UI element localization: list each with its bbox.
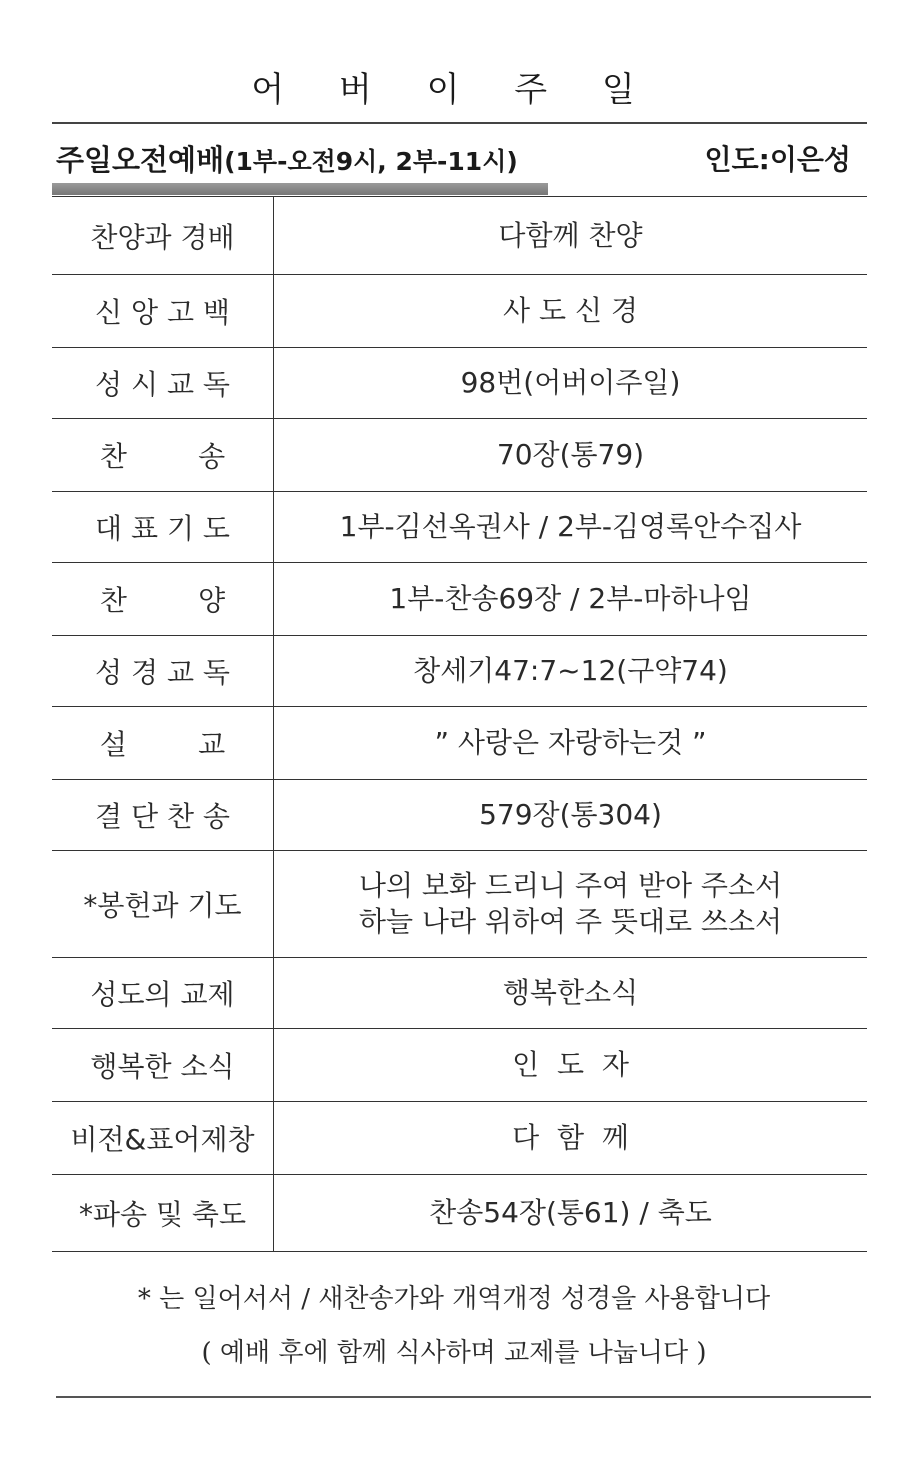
bottom-divider [56, 1396, 871, 1398]
row-content [274, 707, 867, 779]
meal-note: ( 예배 후에 함께 식사하며 교제를 나눕니다 ) [201, 1338, 707, 1368]
row-content [274, 851, 867, 957]
page-title: 어 버 이 주 일 [251, 70, 657, 110]
row-label: 비전&표어제창 [52, 1102, 274, 1174]
row-label: 신 앙 고 백 [52, 275, 274, 347]
standing-note: * 는 일어서서 / 새찬송가와 개역개정 성경을 사용합니다 [137, 1284, 771, 1314]
table-row [52, 419, 867, 492]
row-content-line: 70장(통79) [496, 438, 645, 471]
table-row [52, 1029, 867, 1102]
row-label: 찬 양 [52, 563, 274, 635]
row-label: *파송 및 축도 [52, 1175, 274, 1251]
row-content [274, 197, 867, 274]
row-content-line: 창세기47:7~12(구약74) [413, 654, 728, 687]
order-of-worship-table [52, 196, 867, 1252]
row-content [274, 492, 867, 562]
row-label: *봉헌과 기도 [52, 851, 274, 957]
row-content-line: 1부-찬송69장 / 2부-마하나임 [389, 582, 752, 615]
row-content-line: 다함께 찬양 [498, 218, 643, 252]
row-content-line: 사 도 신 경 [503, 294, 638, 327]
table-row [52, 851, 867, 958]
header-underline-bar [52, 183, 548, 195]
top-divider [52, 122, 867, 124]
row-content-line: 1부-김선옥권사 / 2부-김영록안수집사 [339, 510, 802, 543]
row-label: 결 단 찬 송 [52, 780, 274, 850]
row-content [274, 275, 867, 347]
table-row [52, 197, 867, 275]
row-content [274, 563, 867, 635]
row-label: 성도의 교제 [52, 958, 274, 1028]
row-content-line: 행복한소식 [502, 976, 639, 1009]
row-label: 설 교 [52, 707, 274, 779]
row-label: 성 시 교 독 [52, 348, 274, 418]
row-label: 찬 송 [52, 419, 274, 491]
service-header [52, 134, 867, 178]
row-label: 행복한 소식 [52, 1029, 274, 1101]
service-title [56, 138, 518, 179]
row-content [274, 958, 867, 1028]
table-row [52, 636, 867, 707]
service-leader: 인도:이은성 [704, 143, 851, 176]
row-content [274, 1175, 867, 1251]
row-content [274, 419, 867, 491]
row-content-line: 98번(어버이주일) [460, 366, 681, 399]
row-content-line: 579장(통304) [479, 798, 662, 831]
row-content-line: 다 함 께 [512, 1121, 629, 1154]
table-row [52, 958, 867, 1029]
row-content-line: 인 도 자 [512, 1048, 629, 1081]
service-name: 주일오전예배 [56, 143, 225, 177]
table-row [52, 348, 867, 419]
row-label: 성 경 교 독 [52, 636, 274, 706]
row-content [274, 780, 867, 850]
row-content [274, 348, 867, 418]
service-times: (1부-오전9시, 2부-11시) [224, 147, 518, 176]
table-row [52, 1102, 867, 1175]
table-row [52, 275, 867, 348]
row-label: 대 표 기 도 [52, 492, 274, 562]
row-content-line: 하늘 나라 위하여 주 뜻대로 쓰소서 [358, 905, 783, 938]
table-row [52, 563, 867, 636]
row-label: 찬양과 경배 [52, 197, 274, 274]
row-content-line: ” 사랑은 자랑하는것 ” [434, 726, 707, 759]
row-content [274, 636, 867, 706]
row-content-line: 찬송54장(통61) / 축도 [429, 1196, 712, 1229]
table-row [52, 1175, 867, 1252]
table-row [52, 780, 867, 851]
row-content [274, 1102, 867, 1174]
row-content [274, 1029, 867, 1101]
row-content-line: 나의 보화 드리니 주여 받아 주소서 [358, 869, 783, 902]
table-row [52, 707, 867, 780]
table-row [52, 492, 867, 563]
